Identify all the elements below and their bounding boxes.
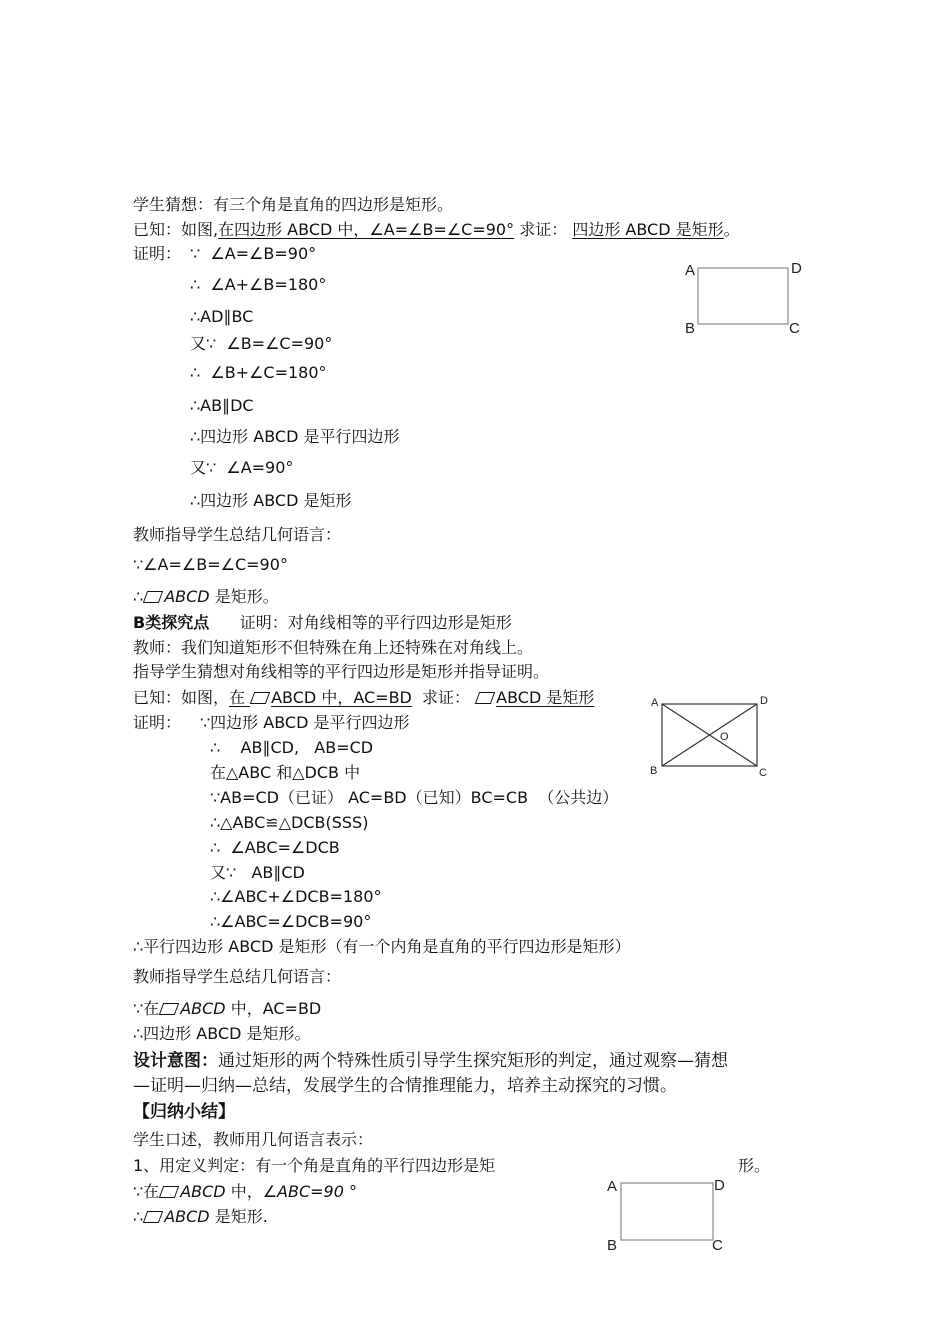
vertex-label-d: D	[791, 260, 802, 277]
conclusion-text: 是矩形。	[209, 587, 279, 606]
vertex-label-b: B	[685, 320, 696, 337]
proof-step: ∴ ∠A+∠B=180°	[190, 275, 327, 294]
prove-label: 求证：	[519, 220, 568, 239]
known-cond-part: 在	[229, 688, 251, 707]
rectangle-outline	[621, 1183, 713, 1240]
proof-step: 在△ABC 和△DCB 中	[210, 763, 361, 782]
rectangle-figure-summary	[603, 1170, 733, 1260]
therefore-sign: ∴	[133, 1207, 144, 1226]
prove-label: 求证：	[422, 688, 471, 707]
proof-conclusion-b: ∴平行四边形 ABCD 是矩形（有一个内角是直角的平行四边形是矩形）	[133, 937, 631, 956]
vertex-label-b: B	[650, 765, 658, 777]
vertex-label-b: B	[607, 1237, 618, 1254]
vertex-label-c: C	[759, 767, 767, 779]
section-b-label: B类探究点	[133, 613, 210, 632]
figure-name: ABCD	[180, 999, 226, 1018]
prove-target	[475, 688, 594, 707]
because-text: ∵在	[133, 1182, 160, 1201]
known-line-b	[133, 687, 594, 709]
geo-conclusion	[133, 586, 279, 608]
proof-step: ∵ ∠A=∠B=90°	[190, 244, 317, 263]
proof-step: ∴四边形 ABCD 是矩形	[190, 491, 352, 510]
proof-label-b: 证明：	[133, 713, 182, 732]
vertex-label-a: A	[651, 697, 659, 709]
vertex-label-d: D	[714, 1177, 725, 1194]
parallelogram-icon	[159, 1003, 179, 1015]
teacher-summary-a: 教师指导学生总结几何语言：	[133, 525, 342, 544]
parallelogram-icon	[475, 692, 495, 704]
parallelogram-icon	[159, 1186, 179, 1198]
figure-name: ABCD	[164, 587, 210, 606]
proof-step: ∴ AB∥CD, AB=CD	[210, 738, 374, 757]
condition-text: 中，AC=BD	[225, 999, 322, 1018]
rectangle-diagonals-figure	[648, 692, 783, 782]
figure-name: ABCD	[180, 1182, 226, 1201]
proof-step: ∴AB∥DC	[190, 396, 254, 415]
section-b-title	[133, 612, 512, 634]
parallelogram-icon	[250, 692, 270, 704]
because-text: ∵在	[133, 999, 160, 1018]
proof-step: ∴∠ABC+∠DCB=180°	[210, 887, 382, 906]
teacher-summary-b: 教师指导学生总结几何语言：	[133, 967, 342, 986]
design-text: 通过矩形的两个特殊性质引导学生探究矩形的判定，通过观察—猜想	[218, 1051, 728, 1071]
proof-step: ∵四边形 ABCD 是平行四边形	[200, 713, 410, 732]
summary-item-1-end: 形。	[738, 1156, 771, 1175]
summary-item-1: 1、用定义判定：有一个角是直角的平行四边形是矩	[133, 1156, 496, 1175]
rectangle-figure-a	[680, 255, 810, 340]
proof-step: 又∵ ∠B=∠C=90°	[190, 334, 333, 353]
design-line: —证明—归纳—总结，发展学生的合情推理能力，培养主动探究的习惯。	[133, 1076, 677, 1096]
known-prefix: 已知：如图,	[133, 220, 219, 239]
known-condition	[229, 688, 412, 707]
known-condition: 在四边形 ABCD 中，∠A=∠B=∠C=90°	[218, 220, 515, 239]
angle-condition: ∠ABC=90 °	[262, 1182, 357, 1201]
vertex-label-d: D	[760, 695, 768, 707]
geo-statement	[133, 1181, 357, 1203]
parallelogram-icon	[143, 591, 163, 603]
prove-end: 。	[723, 220, 740, 239]
known-line-a	[133, 219, 740, 241]
section-b-statement: 证明：对角线相等的平行四边形是矩形	[239, 613, 512, 632]
proof-step: ∴AD∥BC	[190, 307, 254, 326]
known-prefix: 已知：如图，	[133, 688, 230, 707]
proof-step: ∴∠ABC=∠DCB=90°	[210, 912, 372, 931]
geo-conclusion: ∴四边形 ABCD 是矩形。	[133, 1024, 311, 1043]
geo-conclusion	[133, 1206, 268, 1228]
proof-label-a: 证明：	[133, 244, 182, 263]
proof-step: ∴△ABC≌△DCB(SSS)	[210, 813, 369, 832]
summary-intro: 学生口述，教师用几何语言表示：	[133, 1130, 374, 1149]
summary-heading: 【归纳小结】	[133, 1102, 235, 1122]
proof-step: ∴ ∠ABC=∠DCB	[210, 838, 340, 857]
proof-step: 又∵ AB∥CD	[210, 863, 305, 882]
parallelogram-icon	[143, 1211, 163, 1223]
middle-text: 中，	[225, 1182, 263, 1201]
proof-step: 又∵ ∠A=90°	[190, 458, 294, 477]
known-cond-part: ABCD 中，AC=BD	[271, 688, 412, 707]
geo-statement: ∵∠A=∠B=∠C=90°	[133, 555, 288, 574]
conjecture-line: 学生猜想：有三个角是直角的四边形是矩形。	[133, 195, 454, 214]
proof-step: ∴四边形 ABCD 是平行四边形	[190, 427, 400, 446]
design-label: 设计意图：	[133, 1051, 218, 1071]
prove-target-text: ABCD 是矩形	[496, 688, 595, 707]
vertex-label-c: C	[789, 320, 800, 337]
therefore-sign: ∴	[133, 587, 144, 606]
teacher-line: 指导学生猜想对角线相等的平行四边形是矩形并指导证明。	[133, 662, 550, 681]
geo-statement	[133, 998, 321, 1020]
vertex-label-a: A	[607, 1178, 618, 1195]
teacher-line: 教师：我们知道矩形不但特殊在角上还特殊在对角线上。	[133, 638, 534, 657]
proof-step: ∵AB=CD（已证） AC=BD（已知）BC=CB （公共边）	[210, 788, 619, 807]
center-label-o: O	[720, 731, 729, 743]
rectangle-outline	[698, 268, 788, 324]
proof-step: ∴ ∠B+∠C=180°	[190, 363, 327, 382]
vertex-label-c: C	[712, 1237, 723, 1254]
prove-target: 四边形 ABCD 是矩形	[572, 220, 724, 239]
design-line	[133, 1050, 728, 1072]
conclusion-text: 是矩形.	[209, 1207, 268, 1226]
vertex-label-a: A	[685, 262, 696, 279]
figure-name: ABCD	[164, 1207, 210, 1226]
